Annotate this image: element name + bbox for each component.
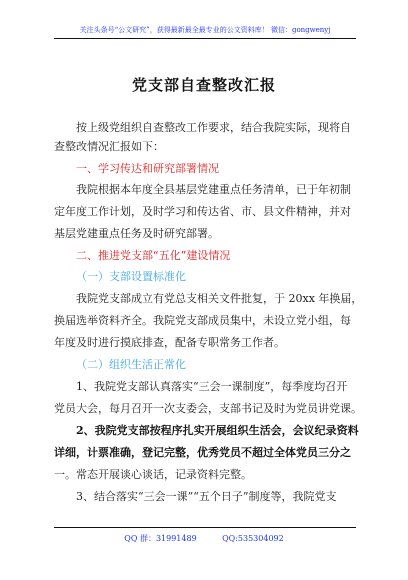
body-line: 我院党支部成立有党总支相关文件批复，于 20xx 年换届， [76, 292, 363, 305]
body-line: 3、结合落实“三会一课”“五个日子”制度等，我院党支 [76, 490, 337, 503]
header-divider [54, 38, 356, 39]
section-heading: 一、学习传达和研究部署情况 [76, 162, 219, 175]
body-line: 定年度工作计划，及时学习和传达省、市、县文件精神，并对 [54, 205, 351, 218]
subsection-heading: （一）支部设置标准化 [76, 270, 186, 283]
body-line: 换届选举资料齐全。我院党支部成员集中，未设立党小组，每 [54, 314, 351, 327]
body-line: 查整改情况汇报如下： [54, 140, 164, 153]
body-line: 党员大会，每月召开一次支委会，支部书记及时为党员讲党课。 [54, 402, 362, 415]
body-line: 按上级党组织自查整改工作要求，结合我院实际，现将自 [76, 121, 351, 134]
page-title: 党支部自查整改汇报 [131, 76, 276, 94]
footer-divider [54, 527, 356, 528]
body-line: 1、我院党支部认真落实“三会一课制度”，每季度均召开 [76, 380, 348, 393]
header-banner: 关注头条号“公文研究”，获得最新最全最专业的公文资料库！ 微信：gongwenyj [79, 26, 331, 34]
footer-contact: QQ 群：31991489 QQ:535304092 [124, 534, 284, 543]
body-line: 基层党建重点任务及时研究部署。 [54, 227, 219, 240]
body-line-bold: 2、我院党支部按程序扎实开展组织生活会，会议纪录资料 [76, 424, 359, 437]
body-line: 一。常态开展谈心谈话，记录资料完整。 [54, 468, 252, 481]
section-heading: 二、推进党支部“五化”建设情况 [76, 249, 231, 262]
body-line: 我院根据本年度全县基层党建重点任务清单，已于年初制 [76, 183, 351, 196]
body-line-bold: 详细，计票准确，登记完整，优秀党员不超过全体党员三分之 [54, 446, 351, 459]
subsection-heading: （二）组织生活正常化 [76, 358, 186, 371]
body-line: 年度及时进行摸底排查，配备专职常务工作者。 [54, 336, 285, 349]
